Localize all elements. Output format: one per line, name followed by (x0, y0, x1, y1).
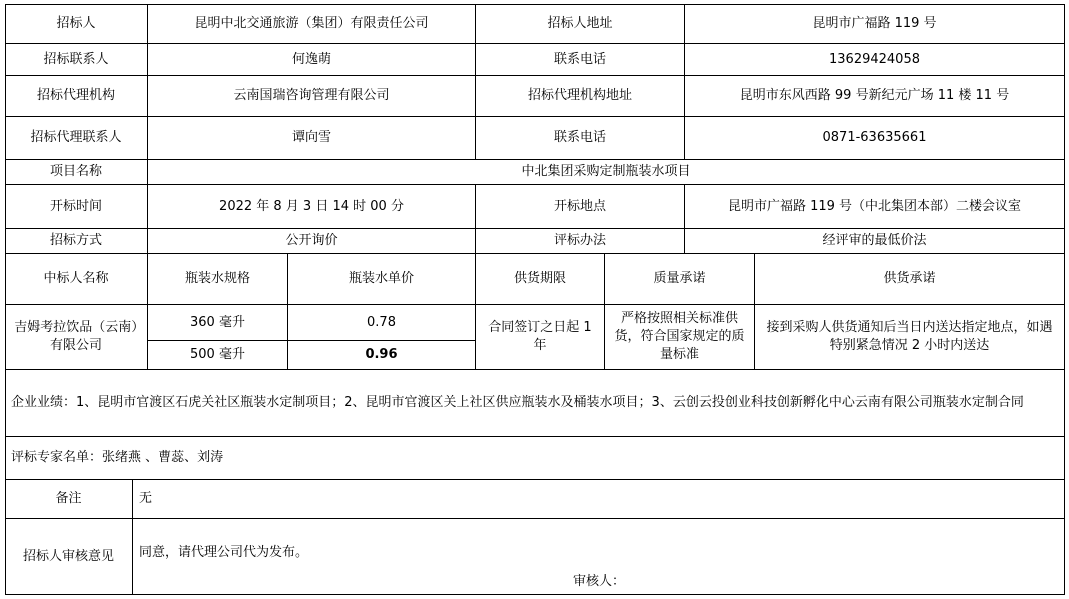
label-winner-name: 中标人名称 (5, 254, 148, 305)
label-agency-contact: 招标代理联系人 (5, 117, 148, 160)
value-spec-1: 360 毫升 (148, 305, 288, 341)
label-bid-open-time: 开标时间 (5, 185, 148, 229)
value-project-name: 中北集团采购定制瓶装水项目 (148, 160, 1065, 185)
value-supply-commitment: 接到采购人供货通知后当日内送达指定地点，如遇特别紧急情况 2 小时内送达 (755, 305, 1065, 370)
value-review-opinion: 同意，请代理公司代为发布。 (139, 545, 309, 560)
value-price-1: 0.78 (288, 305, 476, 341)
label-agency: 招标代理机构 (5, 76, 148, 117)
value-delivery-period: 合同签订之日起 1 年 (476, 305, 605, 370)
value-tender-method: 公开询价 (148, 229, 476, 254)
label-tender-method: 招标方式 (5, 229, 148, 254)
label-project-name: 项目名称 (5, 160, 148, 185)
label-spec: 瓶装水规格 (148, 254, 288, 305)
label-remarks: 备注 (5, 480, 133, 519)
value-tenderer-contact: 何逸萌 (148, 44, 476, 76)
value-tenderer-address: 昆明市广福路 119 号 (685, 4, 1065, 44)
value-agency-phone: 0871-63635661 (685, 117, 1065, 160)
label-unit-price: 瓶装水单价 (288, 254, 476, 305)
value-performance: 企业业绩：1、昆明市官渡区石虎关社区瓶装水定制项目；2、昆明市官渡区关上社区供应瓶装水及桶装水项目；3、云创云投创业科技创新孵化中心云南有限公司瓶装水定制合同 (5, 370, 1065, 437)
label-eval-method: 评标办法 (476, 229, 685, 254)
value-remarks: 无 (133, 480, 1065, 519)
value-winner: 吉姆考拉饮品（云南）有限公司 (5, 305, 148, 370)
label-tenderer-address: 招标人地址 (476, 4, 685, 44)
value-price-2: 0.96 (288, 341, 476, 370)
label-tenderer-contact: 招标联系人 (5, 44, 148, 76)
value-eval-method: 经评审的最低价法 (685, 229, 1065, 254)
value-experts: 评标专家名单：张绪燕 、曹蕊、刘涛 (5, 437, 1065, 480)
value-agency-contact: 谭向雪 (148, 117, 476, 160)
label-tenderer-phone: 联系电话 (476, 44, 685, 76)
label-reviewer: 审核人： (573, 574, 626, 589)
label-quality-commitment: 质量承诺 (605, 254, 755, 305)
value-agency: 云南国瑞咨询管理有限公司 (148, 76, 476, 117)
label-agency-address: 招标代理机构地址 (476, 76, 685, 117)
review-opinion-cell (133, 519, 1065, 595)
label-delivery-period: 供货期限 (476, 254, 605, 305)
value-bid-open-time: 2022 年 8 月 3 日 14 时 00 分 (148, 185, 476, 229)
value-tenderer-phone: 13629424058 (685, 44, 1065, 76)
label-supply-commitment: 供货承诺 (755, 254, 1065, 305)
value-bid-open-place: 昆明市广福路 119 号（中北集团本部）二楼会议室 (685, 185, 1065, 229)
label-tenderer: 招标人 (5, 4, 148, 44)
label-agency-phone: 联系电话 (476, 117, 685, 160)
value-spec-2: 500 毫升 (148, 341, 288, 370)
value-quality-commitment: 严格按照相关标准供货，符合国家规定的质量标准 (605, 305, 755, 370)
value-agency-address: 昆明市东风西路 99 号新纪元广场 11 楼 11 号 (685, 76, 1065, 117)
value-tenderer: 昆明中北交通旅游（集团）有限责任公司 (148, 4, 476, 44)
label-bid-open-place: 开标地点 (476, 185, 685, 229)
label-review-opinion: 招标人审核意见 (5, 519, 133, 595)
